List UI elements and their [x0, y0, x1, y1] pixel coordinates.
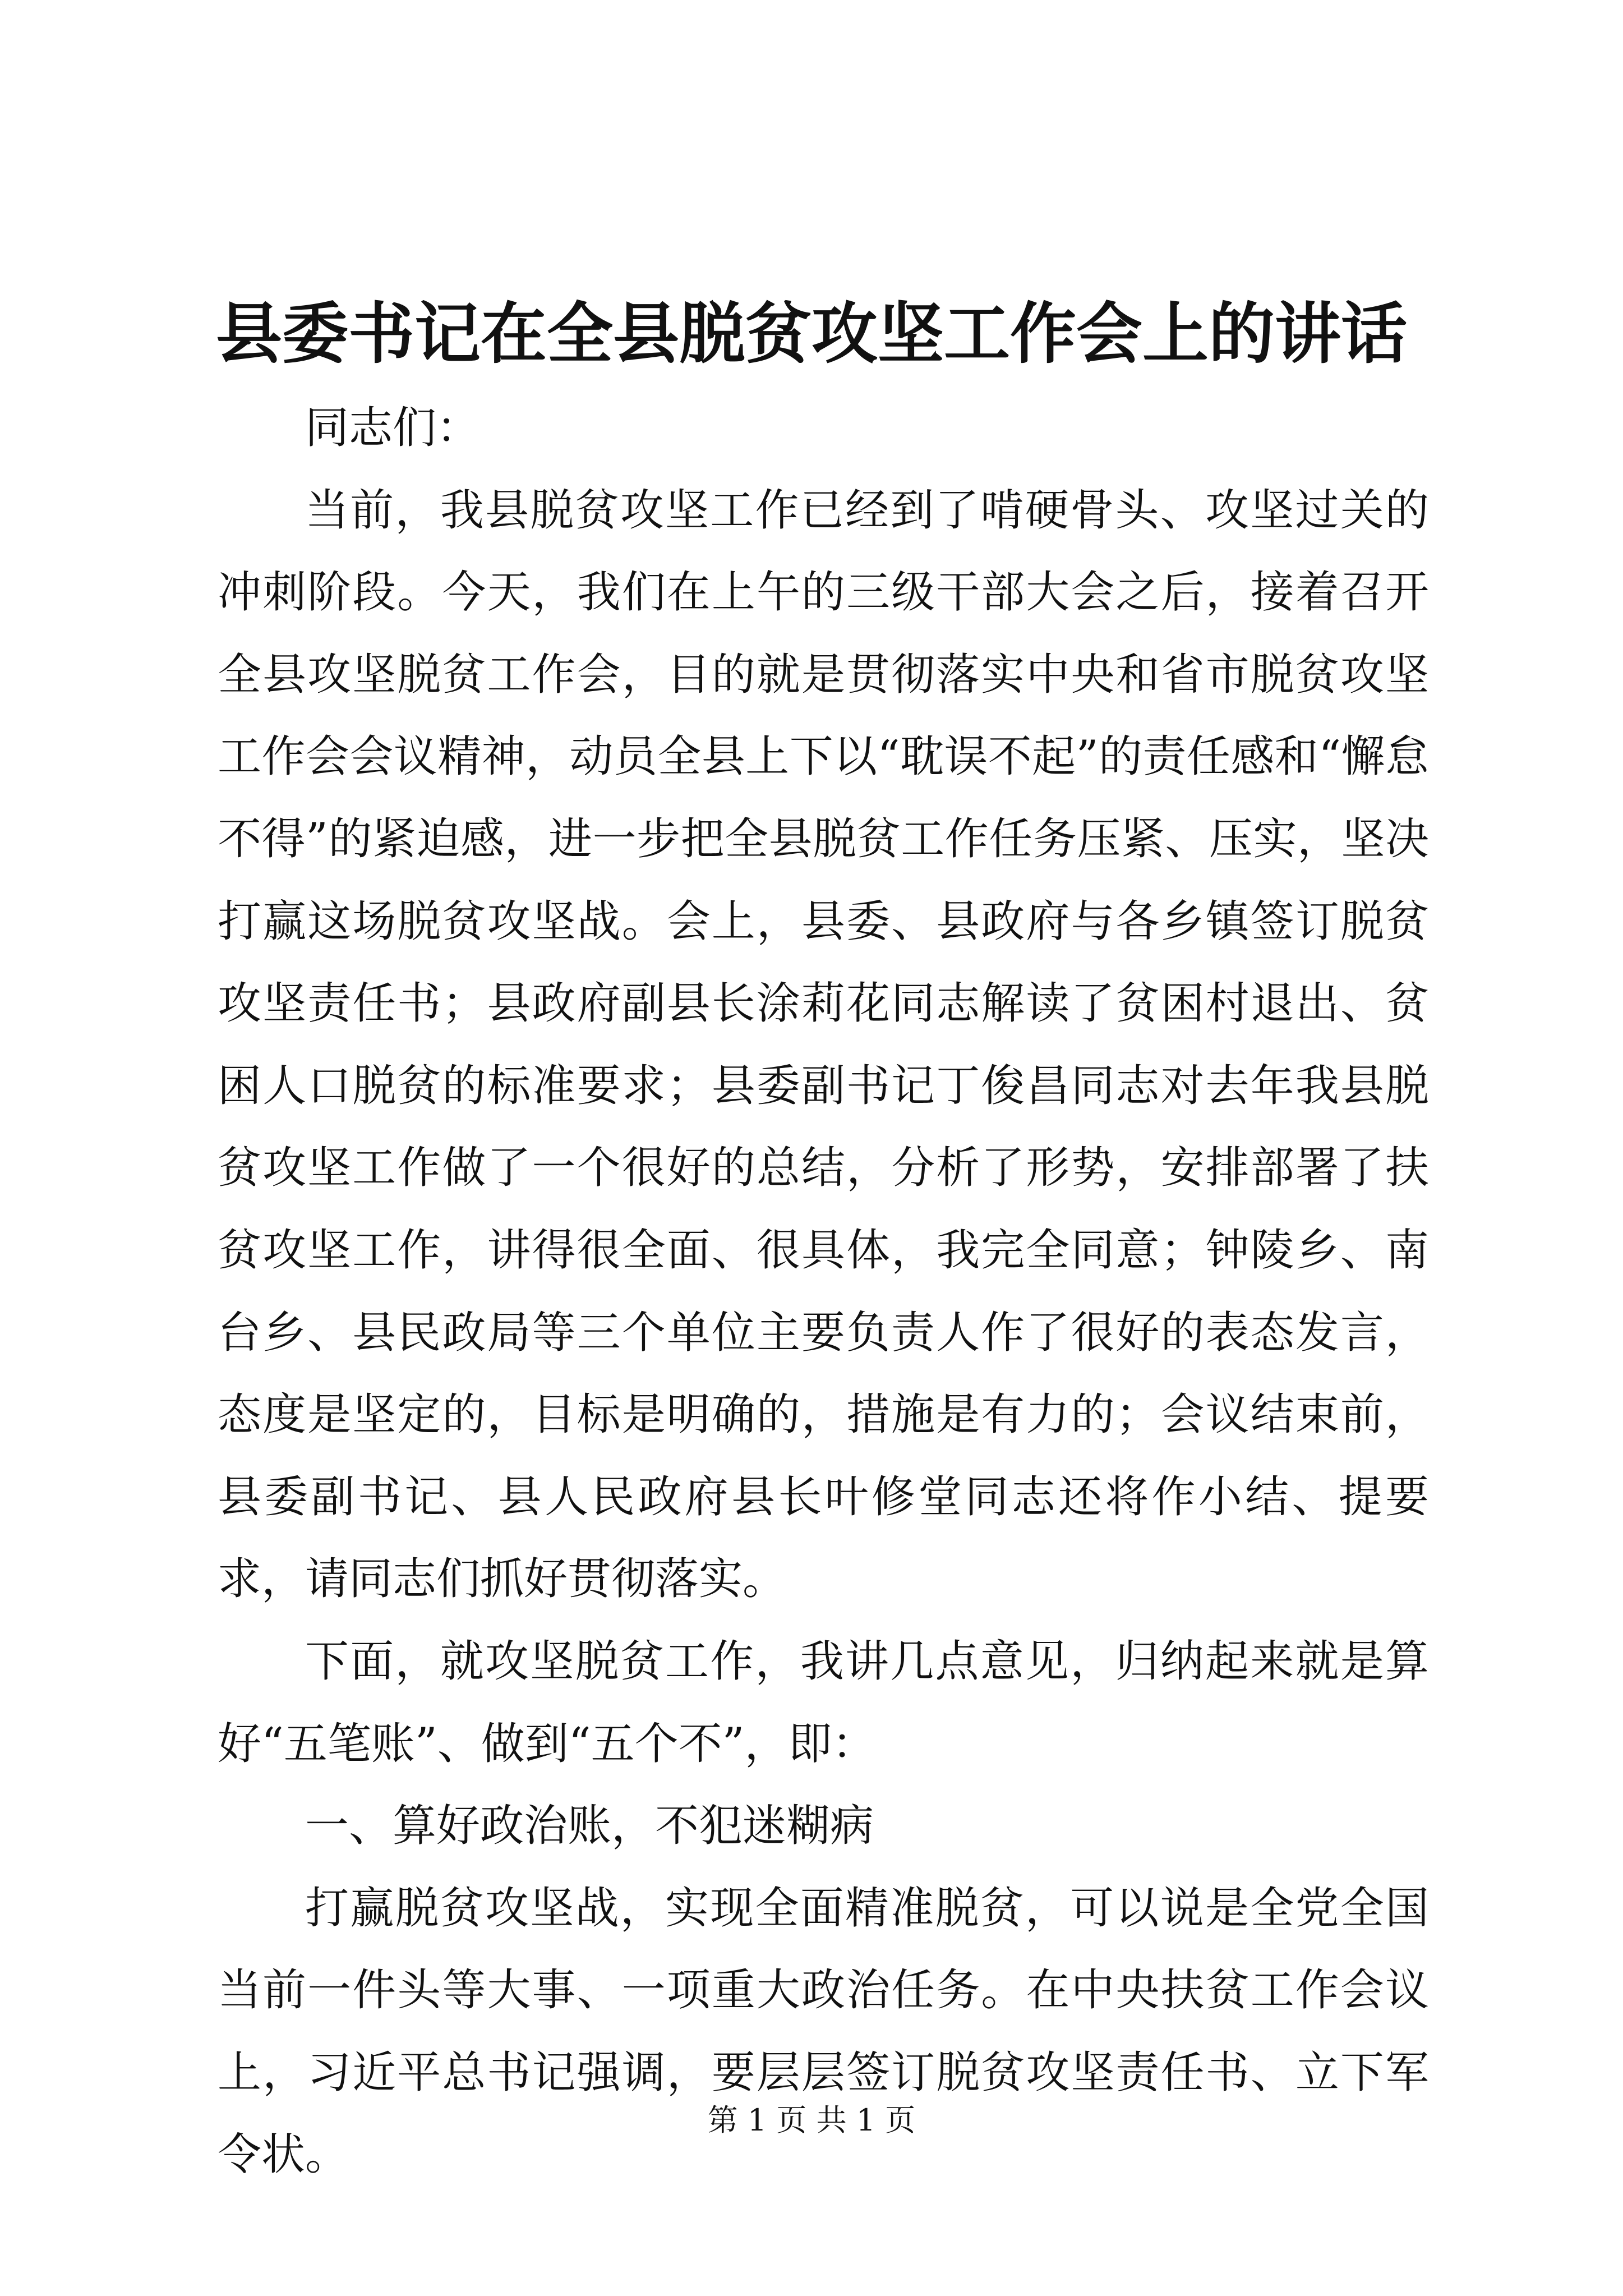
document-title: 县委书记在全县脱贫攻坚工作会上的讲话	[215, 295, 1407, 372]
document-body	[218, 387, 1429, 2196]
paragraph-2: 下面，就攻坚脱贫工作，我讲几点意见，归纳起来就是算好“五笔账”、做到“五个不”，即：	[218, 1636, 1429, 1769]
salutation: 同志们：	[305, 403, 481, 453]
paragraph-3: 打赢脱贫攻坚战，实现全面精准脱贫，可以说是全党全国当前一件头等大事、一项重大政治任务。在中央扶贫工作会议上，习近平总书记强调，要层层签订脱贫攻坚责任书、立下军令状。	[218, 1883, 1429, 2180]
paragraph-1: 当前，我县脱贫攻坚工作已经到了啃硬骨头、攻坚过关的冲刺阶段。今天，我们在上午的三级干部大会之后，接着召开全县攻坚脱贫工作会，目的就是贯彻落实中央和省市脱贫攻坚工作会会议精神，动员全县上下以“耽误不起”的责任感和“懈怠不得”的紧迫感，进一步把全县脱贫工作任务压紧、压实，坚决打赢这场脱贫攻坚战。会上，县委、县政府与各乡镇签订脱贫攻坚责任书；县政府副县长涂莉花同志解读了贫困村退出、贫困人口脱贫的标准要求；县委副书记丁俊昌同志对去年我县脱贫攻坚工作做了一个很好的总结，分析了形势，安排部署了扶贫攻坚工作，讲得很全面、很具体，我完全同意；钟陵乡、南台乡、县民政局等三个单位主要负责人作了很好的表态发言，态度是坚定的，目标是明确的，措施是有力的；会议结束前，县委副书记、县人民政府县长叶修堂同志还将作小结、提要求，请同志们抓好贯彻落实。	[218, 485, 1429, 1605]
page-number-footer: 第 1 页 共 1 页	[707, 2102, 916, 2138]
section-heading-1: 一、算好政治账，不犯迷糊病	[305, 1801, 874, 1852]
